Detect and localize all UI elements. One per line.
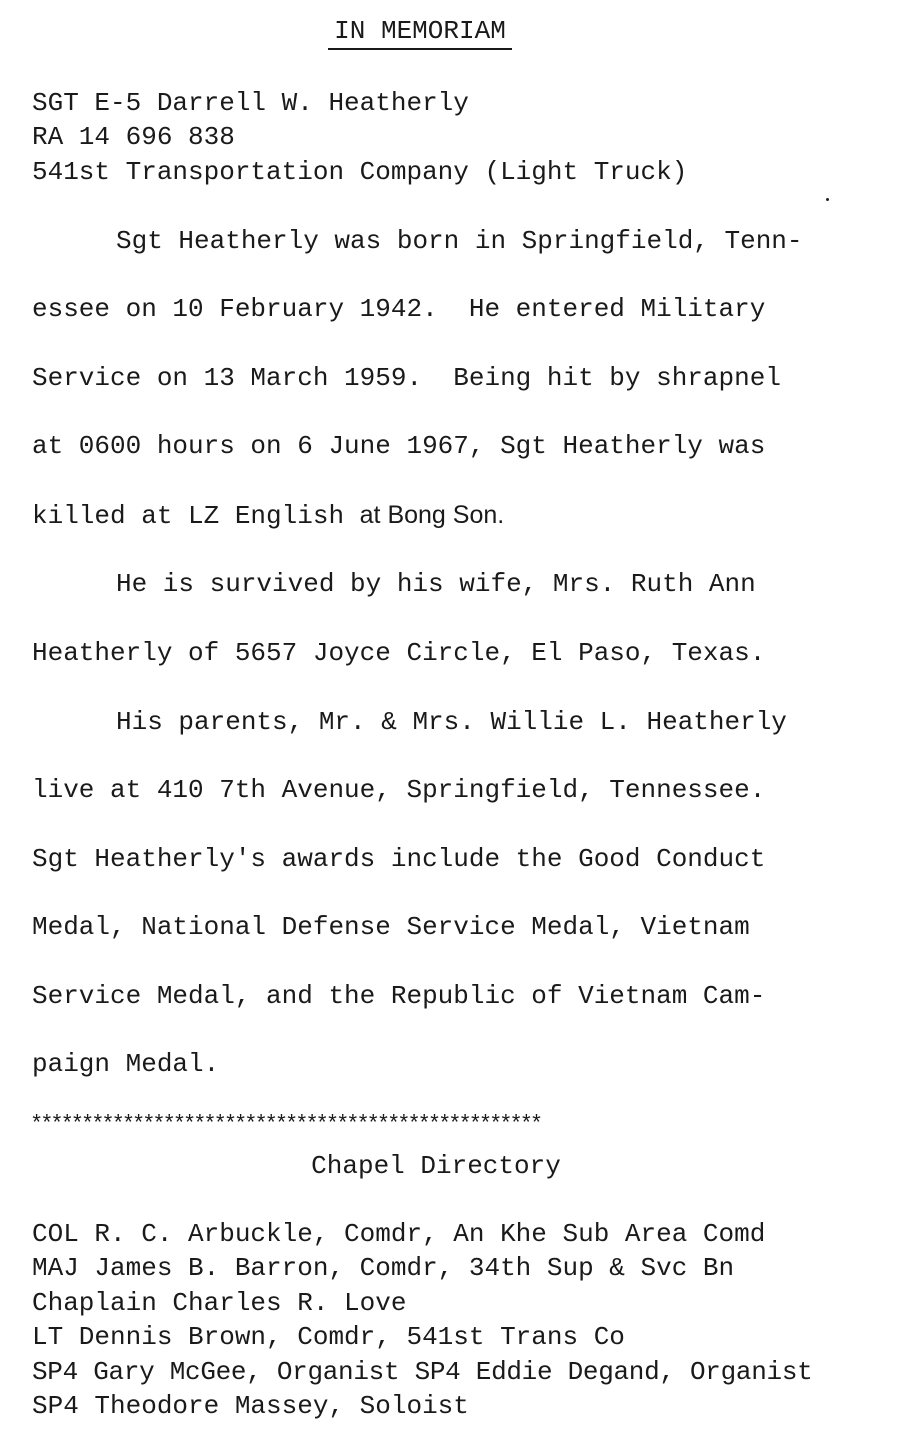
bio-line: at 0600 hours on 6 June 1967, Sgt Heatherly was <box>32 431 766 461</box>
bio-line <box>32 498 504 533</box>
bio-line-typed-part: killed at LZ English <box>32 501 360 531</box>
survivor-line: Heatherly of 5657 Joyce Circle, El Paso, Texas. <box>32 638 766 668</box>
ink-speck <box>826 198 829 201</box>
parents-line: His parents, Mr. & Mrs. Willie L. Heatherly <box>116 707 787 737</box>
directory-entry: LT Dennis Brown, Comdr, 541st Trans Co <box>32 1322 625 1352</box>
bio-line-inserted-part: at Bong Son. <box>359 501 505 529</box>
awards-line: Sgt Heatherly's awards include the Good Conduct <box>32 844 766 874</box>
directory-entry: Chaplain Charles R. Love <box>32 1288 407 1318</box>
survivor-line: He is survived by his wife, Mrs. Ruth Ann <box>116 569 756 599</box>
page-title-text: IN MEMORIAM <box>328 16 512 50</box>
bio-line: essee on 10 February 1942. He entered Military <box>32 294 766 324</box>
directory-entry: MAJ James B. Barron, Comdr, 34th Sup & Svc Bn <box>32 1253 735 1283</box>
soldier-name: SGT E-5 Darrell W. Heatherly <box>32 88 469 118</box>
parents-line: live at 410 7th Avenue, Springfield, Tennessee. <box>32 775 766 805</box>
awards-line: Service Medal, and the Republic of Vietnam Cam- <box>32 981 766 1011</box>
directory-entry: SP4 Gary McGee, Organist SP4 Eddie Degand, Organist <box>32 1357 813 1387</box>
page-title <box>0 14 840 48</box>
asterisk-divider: ************************************************** <box>30 1112 541 1137</box>
bio-line: Service on 13 March 1959. Being hit by shrapnel <box>32 363 781 393</box>
directory-entry: COL R. C. Arbuckle, Comdr, An Khe Sub Area Comd <box>32 1219 766 1249</box>
soldier-unit: 541st Transportation Company (Light Truck) <box>32 157 688 187</box>
awards-line: paign Medal. <box>32 1049 220 1079</box>
directory-entry: SP4 Theodore Massey, Soloist <box>32 1391 469 1421</box>
chapel-directory-title: Chapel Directory <box>311 1151 561 1181</box>
awards-line: Medal, National Defense Service Medal, Vietnam <box>32 912 750 942</box>
soldier-serial-number: RA 14 696 838 <box>32 122 235 152</box>
bio-line: Sgt Heatherly was born in Springfield, Tenn- <box>116 226 803 256</box>
